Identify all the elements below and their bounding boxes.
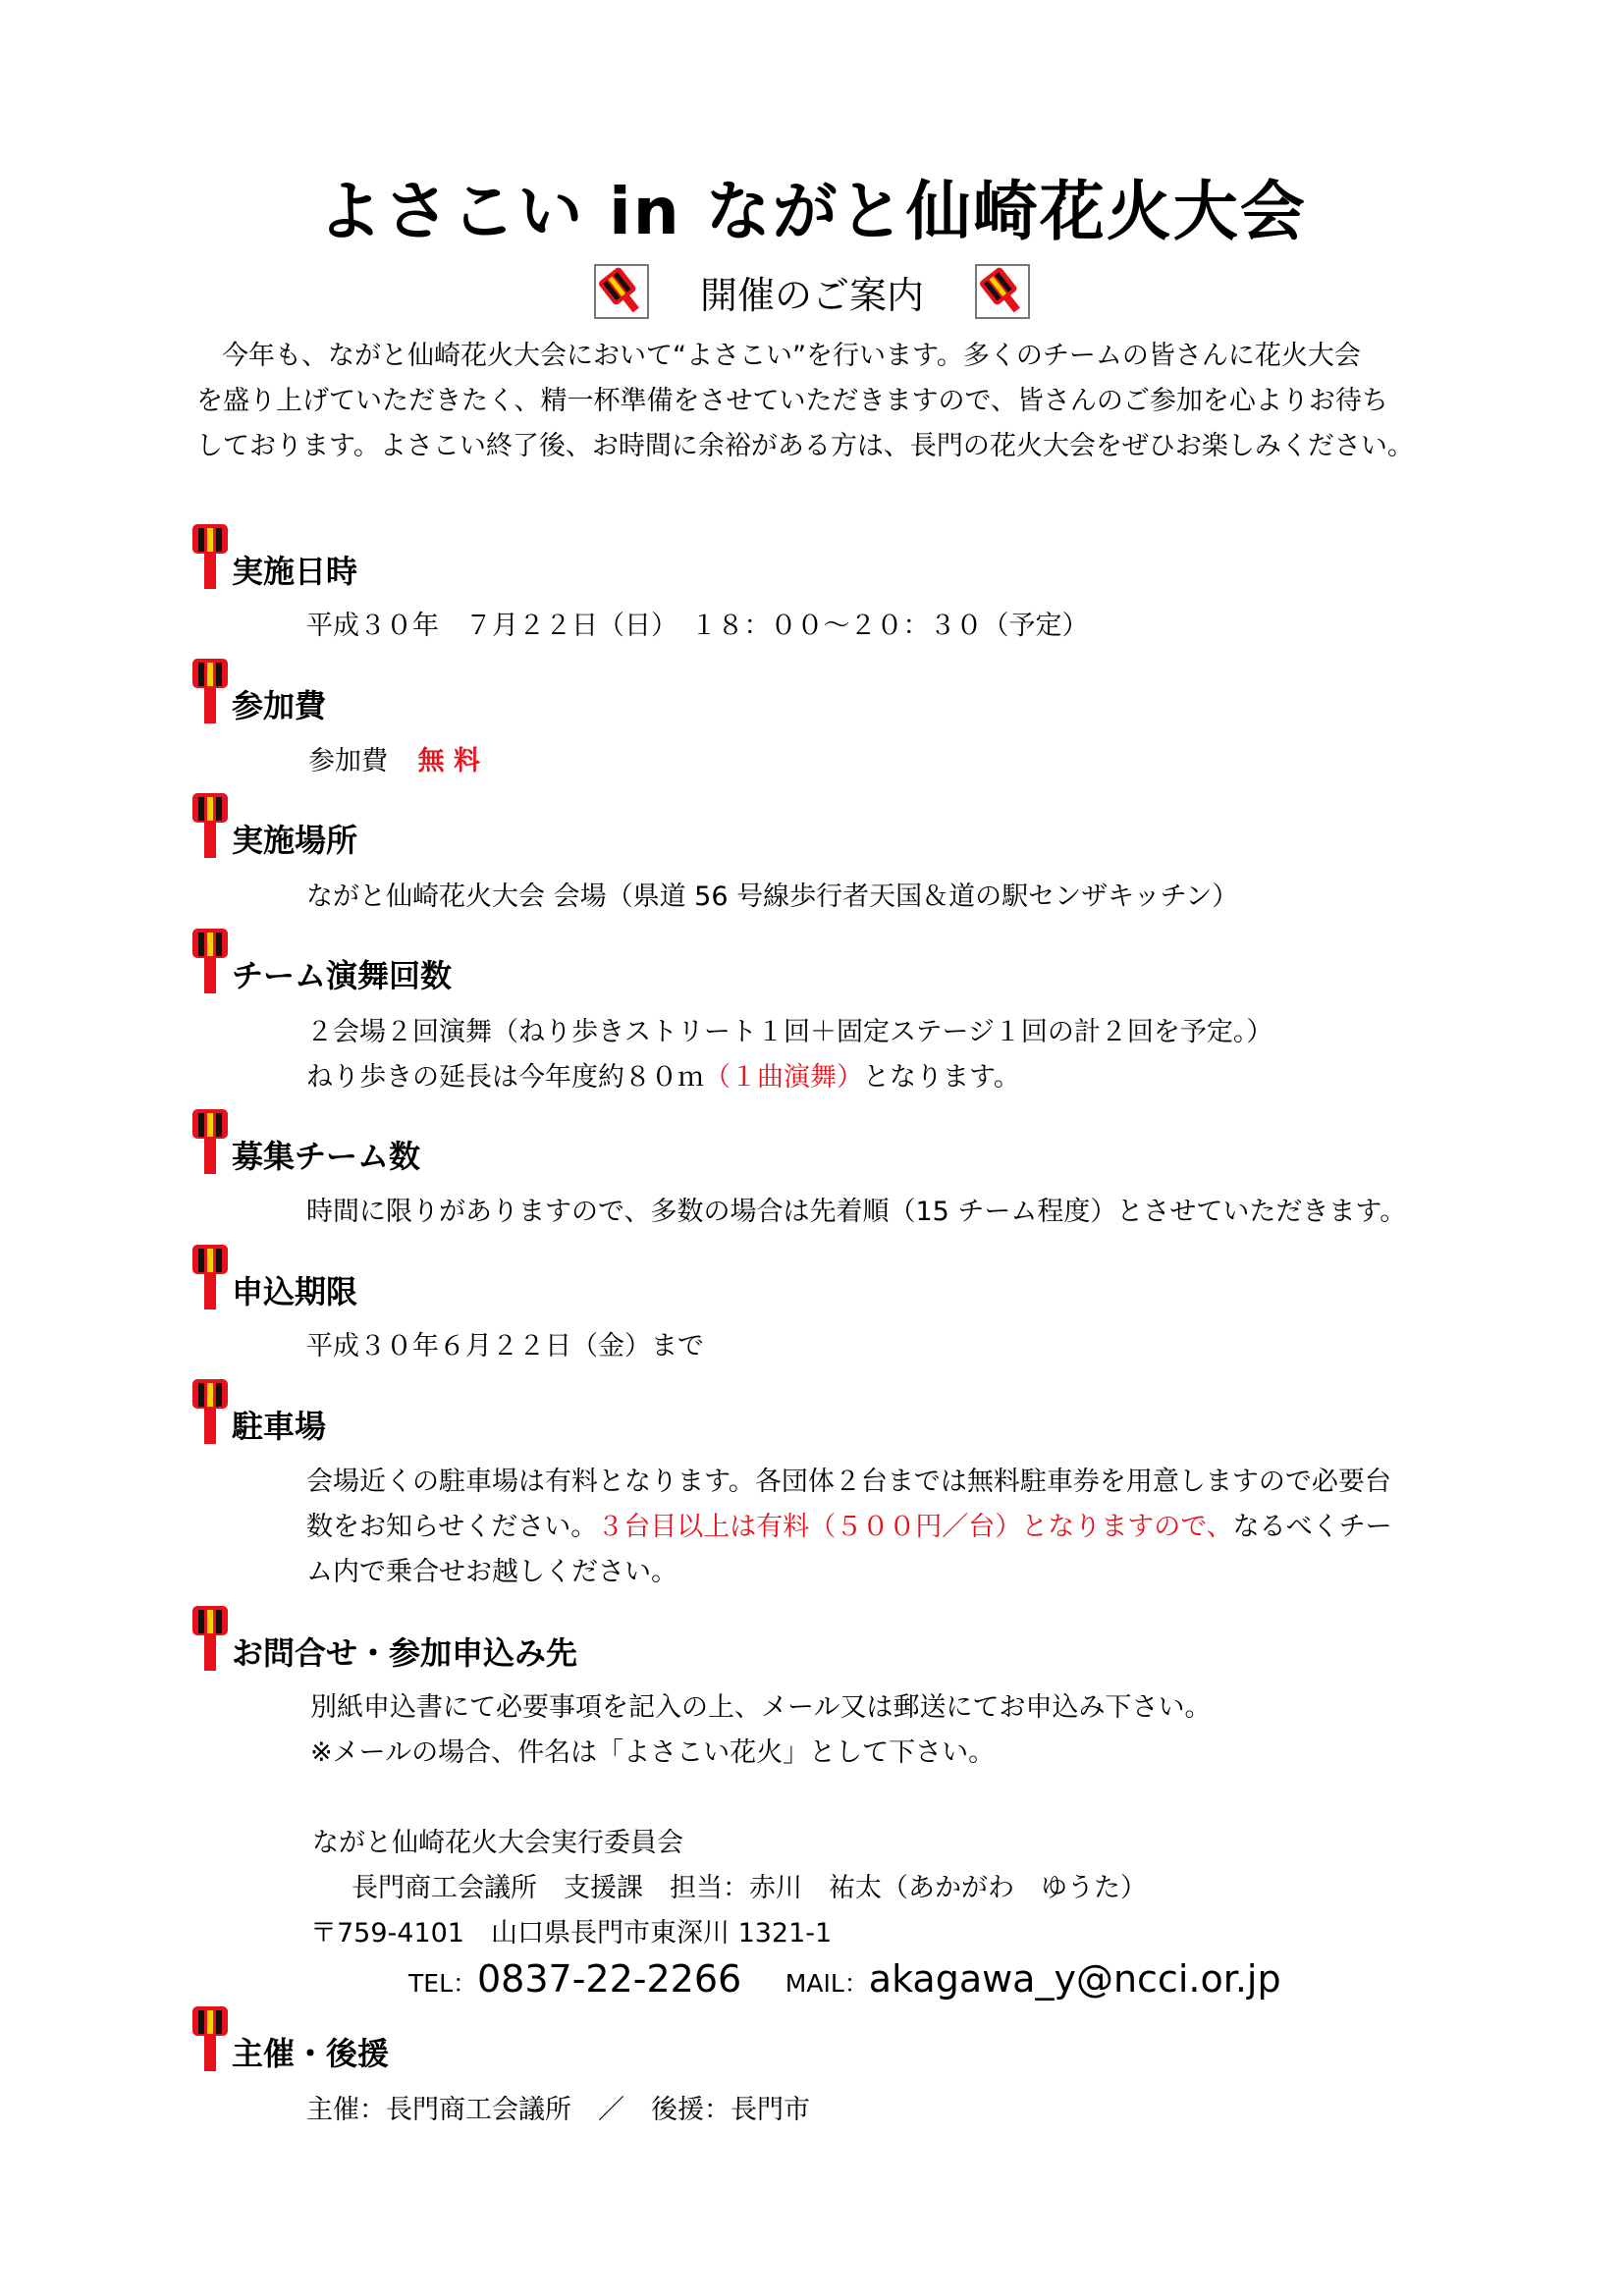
performances-highlight: （１曲演舞） <box>704 1062 863 1093</box>
contact-phone-mail <box>408 1957 1281 2005</box>
naruko-bullet-icon <box>192 659 228 723</box>
section-title: チーム演舞回数 <box>232 957 453 994</box>
intro-line: しております。よさこい終了後、お時間に余裕がある方は、長門の花火大会をぜひお楽しみください。 <box>196 431 1414 461</box>
contact-person: 長門商工会議所 支援課 担当：赤川 祐太（あかがわ ゆうた） <box>352 1873 1147 1903</box>
section-title: 参加費 <box>232 687 327 724</box>
mail-label: MAIL： <box>785 1969 869 1998</box>
tel-number: 0837-22-2266 <box>477 1957 742 2001</box>
tel-label: TEL： <box>408 1969 477 1998</box>
section-heading-fee <box>192 653 326 723</box>
section-title: 実施日時 <box>232 553 358 590</box>
section-heading-sponsor <box>192 2001 389 2071</box>
parking-text: 数をお知らせください。 <box>306 1512 598 1542</box>
naruko-bullet-icon <box>192 1109 228 1174</box>
datetime-text: 平成３０年 ７月２２日（日） １８：００～２０：３０（予定） <box>306 611 1089 641</box>
section-title: 実施場所 <box>232 822 358 859</box>
mail-address[interactable]: akagawa_y@ncci.or.jp <box>868 1957 1281 2001</box>
parking-text: なるべくチー <box>1232 1512 1392 1542</box>
naruko-bullet-icon <box>192 793 228 858</box>
recruit-text: 時間に限りがありますので、多数の場合は先着順（15 チーム程度）とさせていただきます。 <box>306 1197 1407 1227</box>
fee-label: 参加費 <box>308 746 388 776</box>
section-heading-contact <box>192 1600 577 1671</box>
section-heading-recruit <box>192 1103 420 1174</box>
naruko-clapper-icon <box>594 264 649 319</box>
intro-line: 今年も、ながと仙崎花火大会において“よさこい”を行います。多くのチームの皆さんに花火大会 <box>222 341 1361 371</box>
fee-value: 無 料 <box>417 746 480 776</box>
page-title: よさこい in ながと仙崎花火大会 <box>317 174 1307 249</box>
contact-line-2: ※メールの場合、件名は「よさこい花火」として下さい。 <box>310 1737 996 1768</box>
naruko-clapper-icon <box>975 264 1030 319</box>
section-heading-datetime <box>192 518 357 589</box>
naruko-bullet-icon <box>192 1379 228 1444</box>
parking-line-3: ム内で乗合せお越しください。 <box>306 1557 677 1587</box>
contact-address: 〒759-4101 山口県長門市東深川 1321-1 <box>310 1918 833 1949</box>
contact-org: ながと仙崎花火大会実行委員会 <box>312 1828 683 1858</box>
naruko-bullet-icon <box>192 929 228 993</box>
section-title: お問合せ・参加申込み先 <box>232 1634 578 1672</box>
intro-line: を盛り上げていただきたく、精一杯準備をさせていただきますので、皆さんのご参加を心よりお待ち <box>196 386 1388 416</box>
section-title: 申込期限 <box>232 1273 358 1310</box>
naruko-bullet-icon <box>192 1606 228 1671</box>
naruko-bullet-icon <box>192 2006 228 2071</box>
section-heading-performances <box>192 923 452 993</box>
contact-line-1: 別紙申込書にて必要事項を記入の上、メール又は郵送にてお申込み下さい。 <box>310 1692 1212 1723</box>
deadline-text: 平成３０年６月２２日（金）まで <box>306 1331 704 1362</box>
performances-line-2 <box>306 1062 1020 1094</box>
section-title: 募集チーム数 <box>232 1138 421 1175</box>
parking-line-1: 会場近くの駐車場は有料となります。各団体２台までは無料駐車券を用意しますので必要台 <box>306 1467 1391 1497</box>
subtitle: 開催のご案内 <box>699 273 924 317</box>
intro-paragraph <box>196 334 1463 469</box>
section-heading-deadline <box>192 1239 357 1309</box>
performances-text: ねり歩きの延長は今年度約８０ｍ <box>306 1062 704 1093</box>
performances-line-1: ２会場２回演舞（ねり歩きストリート１回＋固定ステージ１回の計２回を予定。） <box>306 1017 1273 1047</box>
performances-text: となります。 <box>863 1062 1020 1093</box>
naruko-bullet-icon <box>192 524 228 589</box>
parking-highlight: ３台目以上は有料（５００円／台）となりますので、 <box>597 1512 1233 1542</box>
section-title: 駐車場 <box>232 1408 327 1445</box>
naruko-bullet-icon <box>192 1245 228 1309</box>
section-heading-parking <box>192 1373 326 1444</box>
parking-line-2 <box>306 1512 1392 1543</box>
section-heading-venue <box>192 787 357 858</box>
fee-line <box>308 746 480 777</box>
subtitle-row <box>0 257 1624 326</box>
sponsor-text: 主催：長門商工会議所 ／ 後援：長門市 <box>306 2095 810 2125</box>
venue-text: ながと仙崎花火大会 会場（県道 56 号線歩行者天国＆道の駅センザキッチン） <box>306 881 1239 912</box>
section-title: 主催・後援 <box>232 2035 390 2072</box>
